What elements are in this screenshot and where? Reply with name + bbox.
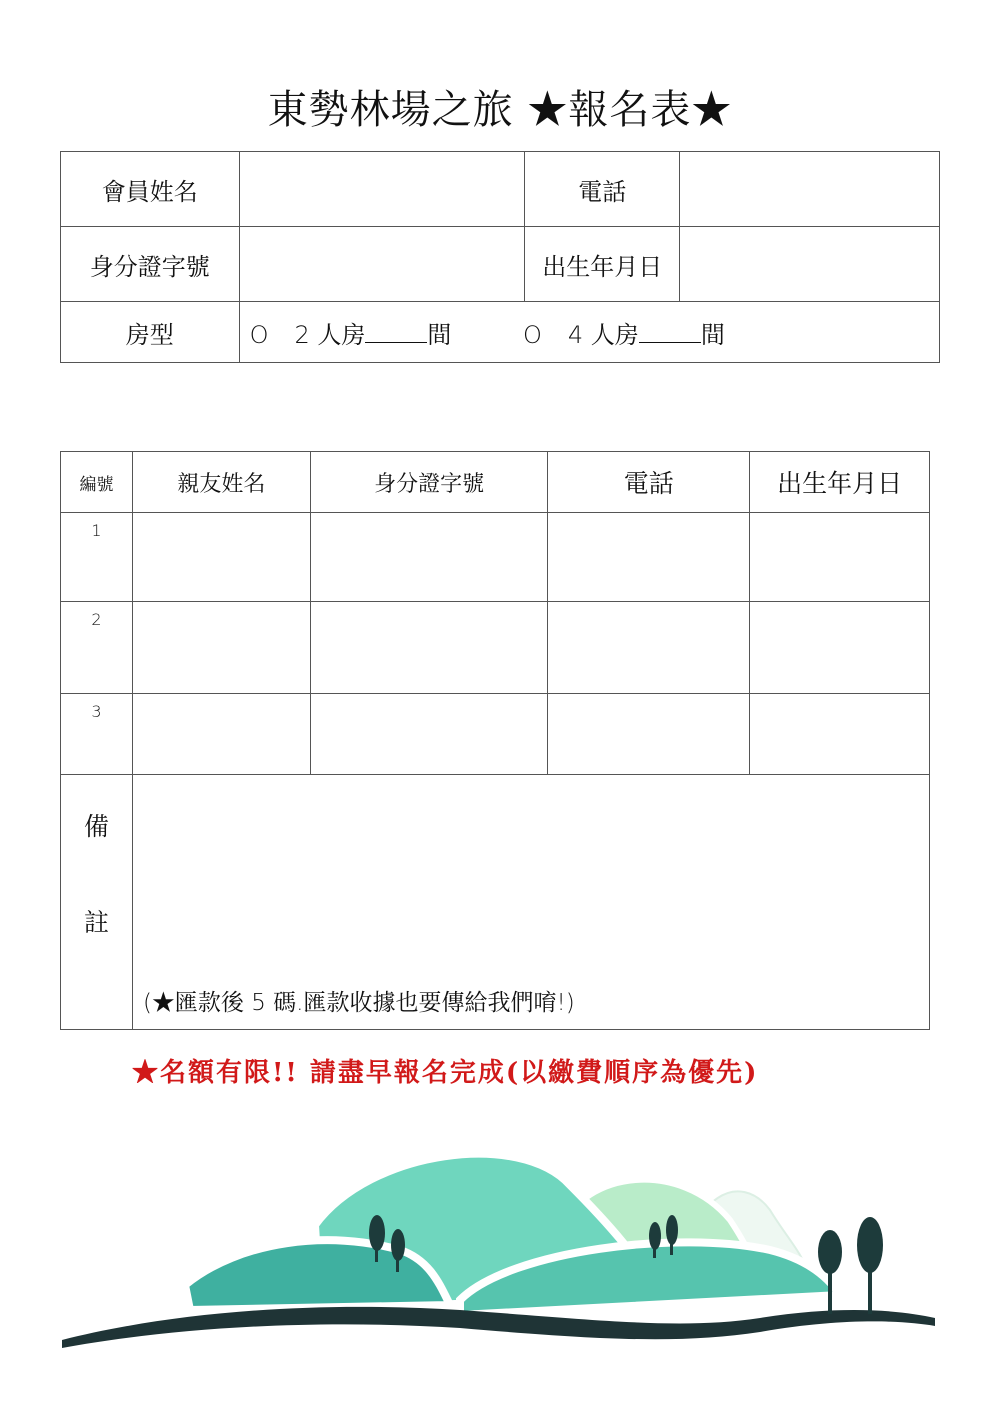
notes-label xyxy=(61,775,133,1030)
front-hill-left xyxy=(185,1240,450,1310)
room-type-options xyxy=(239,302,939,363)
tree-icon xyxy=(391,1229,405,1261)
notes-hint: (★匯款後 5 碼.匯款收據也要傳給我們唷!) xyxy=(142,990,575,1016)
radio-circle-icon[interactable]: O xyxy=(523,320,542,349)
notice-text: ★名額有限!! 請盡早報名完成(以繳費順序為優先) xyxy=(132,1058,759,1088)
tree-icon xyxy=(857,1217,883,1273)
friend-phone-field[interactable] xyxy=(548,513,750,602)
table-row xyxy=(61,694,930,775)
radio-circle-icon[interactable]: O xyxy=(249,320,269,349)
notes-label-char: 註 xyxy=(83,908,109,937)
member-info-table xyxy=(60,151,940,363)
member-name-field[interactable] xyxy=(239,152,525,227)
friend-birth-field[interactable] xyxy=(750,602,930,694)
row-number: 2 xyxy=(61,602,133,694)
member-phone-label: 電話 xyxy=(525,152,680,227)
tree-icon xyxy=(369,1215,385,1251)
tree-icon xyxy=(666,1215,678,1245)
row-number: 3 xyxy=(61,694,133,775)
friend-id-field[interactable] xyxy=(310,694,548,775)
member-birth-field[interactable] xyxy=(680,227,940,302)
room-count-blank[interactable] xyxy=(639,322,701,343)
notes-field[interactable] xyxy=(132,775,929,1030)
friend-name-field[interactable] xyxy=(132,602,310,694)
friend-name-field[interactable] xyxy=(132,694,310,775)
row-number: 1 xyxy=(61,513,133,602)
friend-name-field[interactable] xyxy=(132,513,310,602)
member-id-field[interactable] xyxy=(239,227,525,302)
friends-table xyxy=(60,451,930,1030)
header-number: 編號 xyxy=(61,452,133,513)
header-birth-date: 出生年月日 xyxy=(750,452,930,513)
table-row xyxy=(61,602,930,694)
room-option-label: 2 人房 xyxy=(294,320,366,349)
room-option-label: 4 人房 xyxy=(567,320,639,349)
room-unit-label: 間 xyxy=(427,320,452,349)
member-name-label: 會員姓名 xyxy=(61,152,240,227)
friend-birth-field[interactable] xyxy=(750,694,930,775)
form-title: 東勢林場之旅 ★報名表★ xyxy=(267,87,733,133)
friend-id-field[interactable] xyxy=(310,513,548,602)
member-birth-label: 出生年月日 xyxy=(525,227,680,302)
member-phone-field[interactable] xyxy=(680,152,940,227)
tree-icon xyxy=(649,1222,661,1250)
hills-illustration xyxy=(40,1100,960,1390)
friend-phone-field[interactable] xyxy=(548,694,750,775)
member-id-label: 身分證字號 xyxy=(61,227,240,302)
room-option-2-person[interactable] xyxy=(250,315,452,350)
friend-birth-field[interactable] xyxy=(750,513,930,602)
friend-id-field[interactable] xyxy=(310,602,548,694)
room-count-blank[interactable] xyxy=(365,322,427,343)
table-row xyxy=(61,513,930,602)
room-unit-label: 間 xyxy=(700,320,725,349)
tree-icon xyxy=(818,1230,842,1274)
header-friend-name: 親友姓名 xyxy=(132,452,310,513)
header-id-number: 身分證字號 xyxy=(310,452,548,513)
room-type-label: 房型 xyxy=(61,302,240,363)
friend-phone-field[interactable] xyxy=(548,602,750,694)
header-phone: 電話 xyxy=(548,452,750,513)
room-option-4-person[interactable] xyxy=(523,315,725,350)
notes-label-char: 備 xyxy=(83,812,109,841)
